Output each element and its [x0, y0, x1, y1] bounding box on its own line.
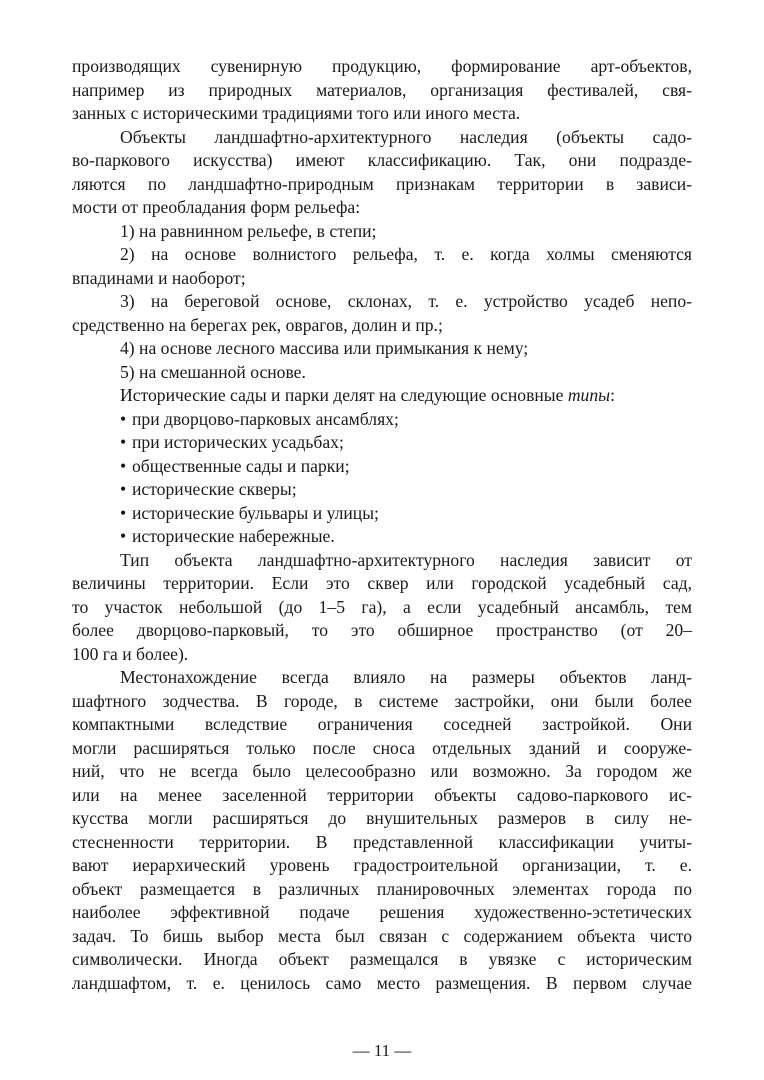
types-intro-text: Исторические сады и парки делят на следующие основные — [120, 385, 568, 405]
list-item: 1) на равнинном рельефе, в степи; — [120, 220, 377, 241]
text-line: Тип объекта ландшафтно-архитектурного наследия зависит от — [120, 549, 692, 570]
text-line: шафтного зодчества. В городе, в системе застройки, они были более — [72, 690, 692, 711]
text-line: производящих сувенирную продукцию, формирование арт-объектов, — [72, 56, 692, 76]
text-line: ний, что не всегда было целесообразно или возможно. За городом же — [72, 761, 692, 781]
text-line: Местонахождение всегда влияло на размеры объектов ланд- — [120, 667, 692, 687]
text-line: ландшафтом, т. е. ценилось само место размещения. В первом случае — [72, 972, 692, 993]
bullet-item: • исторические бульвары и улицы; — [72, 502, 692, 526]
bullet-item: • при исторических усадьбах; — [72, 431, 692, 455]
bullet-item: • общественные сады и парки; — [72, 455, 692, 479]
text-line: могли расширяться только после сноса отдельных зданий и сооруже- — [72, 737, 692, 758]
types-intro — [72, 384, 692, 408]
list-item: 3) на береговой основе, склонах, т. е. устройство усадеб непо- — [120, 291, 692, 311]
text-line: например из природных материалов, организация фестивалей, свя- — [72, 79, 692, 100]
text-line: кусства могли расширяться до внушительных размеров в силу не- — [72, 808, 692, 828]
text-line: 100 га и более). — [72, 643, 189, 664]
bullet-item: • исторические набережные. — [72, 525, 692, 549]
text-line: задач. То бишь выбор места был связан с содержанием объекта чисто — [72, 925, 692, 946]
types-intro-suffix: : — [610, 385, 615, 405]
body-text — [72, 55, 692, 995]
list-item: 5) на смешанной основе. — [120, 361, 306, 382]
text-line: объект размещается в различных планировочных элементах города по — [72, 878, 692, 899]
text-line: то участок небольшой (до 1–5 га), а если усадебный ансамбль, тем — [72, 596, 692, 617]
text-line: символически. Иногда объект размещался в увязке с историческим — [72, 949, 692, 969]
text-line: или на менее заселенной территории объекты садово-паркового ис- — [72, 784, 692, 805]
text-line: стесненности территории. В представленной классификации учиты- — [72, 831, 692, 852]
list-item: 4) на основе лесного массива или примыкания к нему; — [120, 338, 529, 358]
text-line: Объекты ландшафтно-архитектурного наследия (объекты садо- — [120, 126, 692, 147]
text-line: занных с историческими традициями того или иного места. — [72, 103, 521, 123]
text-line: во-паркового искусства) имеют классификацию. Так, они подразде- — [72, 150, 692, 170]
text-line: более дворцово-парковый, то это обширное пространство (от 20– — [72, 620, 692, 640]
text-line: вают иерархический уровень градостроительной организации, т. е. — [72, 855, 692, 875]
page-number: — 11 — — [352, 1041, 412, 1060]
text-line: величины территории. Если это сквер или городской усадебный сад, — [72, 573, 692, 593]
text-line: наиболее эффективной подаче решения художественно-эстетических — [72, 902, 692, 922]
text-line: мости от преобладания форм рельефа: — [72, 197, 361, 217]
types-emphasis: типы — [567, 385, 611, 405]
bullet-item: • исторические скверы; — [72, 478, 692, 502]
list-item: 2) на основе волнистого рельефа, т. е. когда холмы сменяются — [120, 244, 692, 264]
bullet-item: • при дворцово-парковых ансамблях; — [72, 408, 692, 432]
text-line: ляются по ландшафтно-природным признакам территории в зависи- — [72, 173, 692, 194]
text-line: компактными вследствие ограничения соседней застройкой. Они — [72, 714, 692, 734]
list-item-continuation: средственно на берегах рек, оврагов, долин и пр.; — [72, 314, 443, 335]
list-item-continuation: впадинами и наоборот; — [72, 267, 246, 288]
